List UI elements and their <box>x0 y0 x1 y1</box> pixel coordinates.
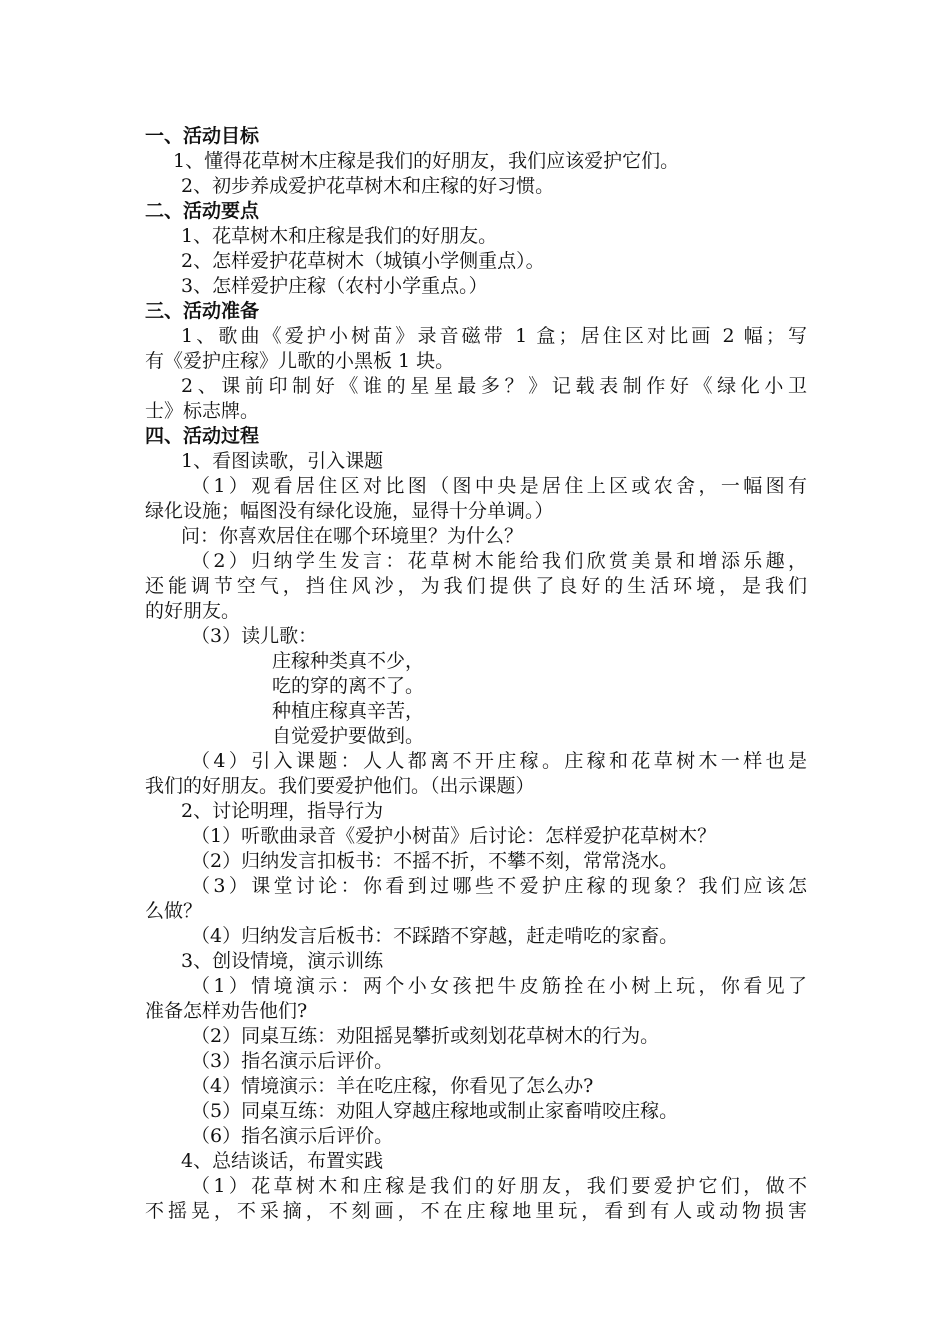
step-3-item-1-line2: 准备怎样劝告他们? <box>145 1000 308 1022</box>
prep-item-1-line1: 1、歌曲《爱护小树苗》录音磁带 1 盒；居住区对比画 2 幅；写 <box>181 325 807 347</box>
step-1-heading: 1、看图读歌，引入课题 <box>181 450 384 472</box>
step-2-item-3-line2: 么做？ <box>145 900 203 922</box>
section-heading-process: 四、活动过程 <box>145 425 260 447</box>
point-item-1: 1、花草树木和庄稼是我们的好朋友。 <box>181 225 498 247</box>
prep-item-2-line2: 士》标志牌。 <box>145 400 260 422</box>
step-2-item-1: （1）听歌曲录音《爱护小树苗》后讨论：怎样爱护花草树木？ <box>191 825 717 847</box>
step-1-item-4-line1: （4）引入课题：人人都离不开庄稼。庄稼和花草树木一样也是 <box>191 750 807 772</box>
prep-item-1-line2: 有《爱护庄稼》儿歌的小黑板 1 块。 <box>145 350 455 372</box>
poem-line-2: 吃的穿的离不了。 <box>272 675 425 697</box>
goal-item-1: 1、懂得花草树木庄稼是我们的好朋友，我们应该爱护它们。 <box>173 150 680 172</box>
step-3-item-6: （6）指名演示后评价。 <box>191 1125 394 1147</box>
step-1-item-4-line2: 我们的好朋友。我们要爱护他们。（出示课题） <box>145 775 535 797</box>
step-3-heading: 3、创设情境，演示训练 <box>181 950 384 972</box>
step-1-item-2-line1: （2）归纳学生发言：花草树木能给我们欣赏美景和增添乐趣， <box>191 550 807 572</box>
point-item-3: 3、怎样爱护庄稼（农村小学重点。） <box>181 275 488 297</box>
step-1-question: 问：你喜欢居住在哪个环境里？为什么？ <box>181 525 524 547</box>
prep-item-2-line1: 2、课前印制好《谁的星星最多？》记载表制作好《绿化小卫 <box>181 375 807 397</box>
point-item-2: 2、怎样爱护花草树木（城镇小学侧重点）。 <box>181 250 545 272</box>
step-1-item-3: （3）读儿歌： <box>191 625 318 647</box>
section-heading-points: 二、活动要点 <box>145 200 260 222</box>
step-4-item-1-line2: 不摇晃，不采摘，不刻画，不在庄稼地里玩，看到有人或动物损害 <box>145 1200 807 1222</box>
step-4-item-1-line1: （1）花草树木和庄稼是我们的好朋友，我们要爱护它们，做不 <box>191 1175 807 1197</box>
step-3-item-1-line1: （1）情境演示：两个小女孩把牛皮筋拴在小树上玩，你看见了 <box>191 975 807 997</box>
goal-item-2: 2、初步养成爱护花草树木和庄稼的好习惯。 <box>181 175 555 197</box>
step-2-item-3-line1: （3）课堂讨论：你看到过哪些不爱护庄稼的现象？我们应该怎 <box>191 875 807 897</box>
step-3-item-5: （5）同桌互练：劝阻人穿越庄稼地或制止家畜啃咬庄稼。 <box>191 1100 679 1122</box>
poem-line-3: 种植庄稼真辛苦， <box>272 700 425 722</box>
step-1-item-2-line2: 还能调节空气，挡住风沙，为我们提供了良好的生活环境，是我们 <box>145 575 807 597</box>
step-4-heading: 4、总结谈话，布置实践 <box>181 1150 384 1172</box>
poem-line-4: 自觉爱护要做到。 <box>272 725 425 747</box>
poem-line-1: 庄稼种类真不少， <box>272 650 425 672</box>
step-3-item-3: （3）指名演示后评价。 <box>191 1050 394 1072</box>
step-2-item-4: （4）归纳发言后板书：不踩踏不穿越，赶走啃吃的家畜。 <box>191 925 679 947</box>
step-1-item-2-line3: 的好朋友。 <box>145 600 241 622</box>
section-heading-goals: 一、活动目标 <box>145 125 260 147</box>
step-1-item-1-line1: （1）观看居住区对比图（图中央是居住上区或农舍，一幅图有 <box>191 475 807 497</box>
step-2-heading: 2、讨论明理，指导行为 <box>181 800 384 822</box>
step-1-item-1-line2: 绿化设施；幅图没有绿化设施，显得十分单调。） <box>145 500 554 522</box>
section-heading-prep: 三、活动准备 <box>145 300 260 322</box>
step-2-item-2: （2）归纳发言扣板书：不摇不折，不攀不刻，常常浇水。 <box>191 850 679 872</box>
step-3-item-2: （2）同桌互练：劝阻摇晃攀折或刻划花草树木的行为。 <box>191 1025 660 1047</box>
document-body <box>145 124 807 1224</box>
step-3-item-4: （4）情境演示：羊在吃庄稼，你看见了怎么办? <box>191 1075 594 1097</box>
